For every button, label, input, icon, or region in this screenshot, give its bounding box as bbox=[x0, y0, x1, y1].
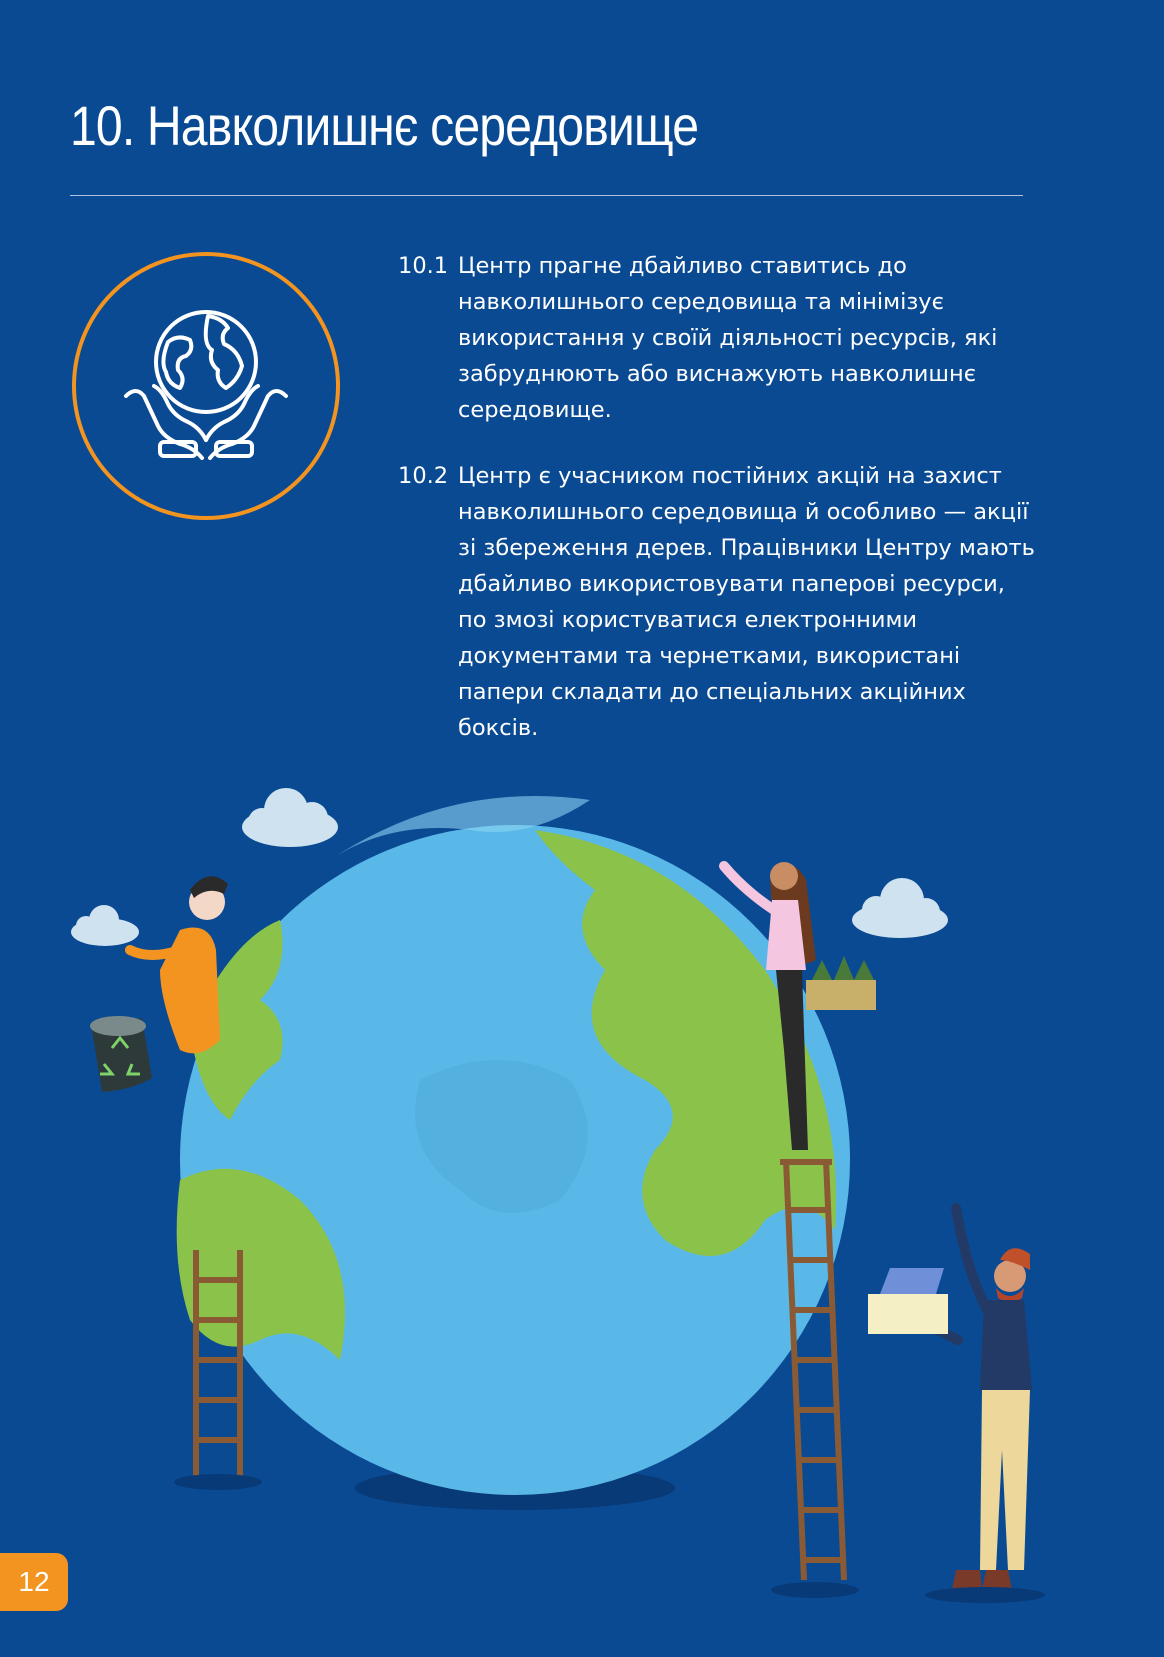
cloud-icon bbox=[852, 878, 948, 938]
page-number: 12 bbox=[0, 1553, 68, 1611]
earth-care-illustration bbox=[0, 780, 1164, 1653]
page-title: 10. Навколишнє середовище bbox=[70, 94, 699, 157]
clauses-list bbox=[398, 248, 1038, 776]
cloud-icon bbox=[242, 788, 338, 847]
clause-text: Центр прагне дбайливо ставитись до навколишнього середовища та мінімізує використання у своїй діяльності ресурсів, які забруднюють або виснажують навколишнє середовище. bbox=[458, 253, 998, 423]
clause-number: 10.1 bbox=[398, 253, 449, 279]
clause-10-2 bbox=[398, 458, 1038, 746]
clause-10-1 bbox=[398, 248, 1038, 428]
clause-number: 10.2 bbox=[398, 463, 449, 489]
clause-text: Центр є учасником постійних акцій на захист навколишнього середовища й особливо — акції зі збереження дерев. Працівники Центру мають дбайливо використовувати паперові ресурси, по змозі користуватися електронними документами та чернетками, використані папери складати до спеціальних акційних боксів. bbox=[458, 463, 1035, 741]
title-divider bbox=[70, 195, 1023, 196]
globe-in-hands-icon bbox=[70, 250, 342, 522]
recycle-bin-icon bbox=[90, 1016, 152, 1092]
cloud-icon bbox=[71, 905, 139, 946]
